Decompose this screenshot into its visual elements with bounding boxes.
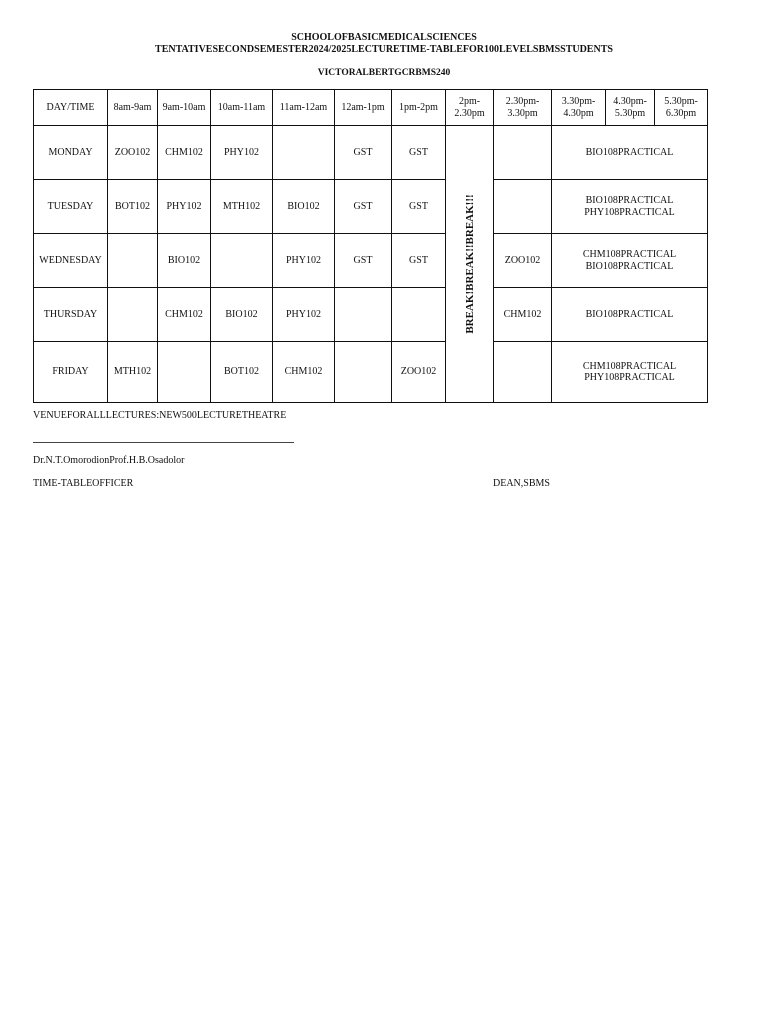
- table-row: [34, 180, 708, 234]
- course-cell: PHY102: [158, 180, 211, 234]
- day-cell: FRIDAY: [34, 342, 108, 403]
- signature-line: [33, 442, 294, 443]
- header-cell: 1pm-2pm: [392, 90, 446, 126]
- course-cell: [273, 126, 335, 180]
- practical-cell: BIO108PRACTICAL PHY108PRACTICAL: [552, 180, 708, 234]
- venue-note: VENUEFORALLLECTURES:NEW500LECTURETHEATRE: [33, 410, 287, 421]
- course-cell: [158, 342, 211, 403]
- course-cell: [494, 126, 552, 180]
- course-cell: [494, 342, 552, 403]
- course-cell: [335, 288, 392, 342]
- day-cell: WEDNESDAY: [34, 234, 108, 288]
- course-cell: CHM102: [158, 126, 211, 180]
- course-cell: PHY102: [273, 288, 335, 342]
- course-cell: CHM102: [158, 288, 211, 342]
- table-row: [34, 126, 708, 180]
- signatory-names: Dr.N.T.OmorodionProf.H.B.Osadolor: [33, 455, 185, 466]
- day-cell: MONDAY: [34, 126, 108, 180]
- course-cell: [108, 234, 158, 288]
- timetable: [33, 89, 708, 403]
- practical-cell: BIO108PRACTICAL: [552, 126, 708, 180]
- officer-title: TIME-TABLEOFFICER: [33, 478, 134, 489]
- course-cell: [335, 342, 392, 403]
- course-cell: [392, 288, 446, 342]
- course-cell: GST: [335, 126, 392, 180]
- course-cell: GST: [335, 180, 392, 234]
- practical-cell: BIO108PRACTICAL: [552, 288, 708, 342]
- header-cell: 2.30pm- 3.30pm: [494, 90, 552, 126]
- course-cell: BIO102: [158, 234, 211, 288]
- course-cell: CHM102: [494, 288, 552, 342]
- practical-cell: CHM108PRACTICAL BIO108PRACTICAL: [552, 234, 708, 288]
- day-cell: THURSDAY: [34, 288, 108, 342]
- day-cell: TUESDAY: [34, 180, 108, 234]
- course-cell: GST: [392, 234, 446, 288]
- header-cell: DAY/TIME: [34, 90, 108, 126]
- course-cell: GST: [392, 180, 446, 234]
- header-cell: 10am-11am: [211, 90, 273, 126]
- break-label: BREAK!BREAK!!BREAK!!!: [463, 194, 476, 334]
- header-row: [34, 90, 708, 126]
- course-cell: BOT102: [108, 180, 158, 234]
- course-cell: BIO102: [273, 180, 335, 234]
- course-cell: [211, 234, 273, 288]
- course-cell: ZOO102: [392, 342, 446, 403]
- break-cell: [446, 126, 494, 403]
- table-row: [34, 234, 708, 288]
- practical-cell: CHM108PRACTICAL PHY108PRACTICAL: [552, 342, 708, 403]
- course-cell: [494, 180, 552, 234]
- author-line: VICTORALBERTGCRBMS240: [317, 68, 451, 78]
- course-cell: ZOO102: [108, 126, 158, 180]
- course-cell: PHY102: [273, 234, 335, 288]
- header-cell: 8am-9am: [108, 90, 158, 126]
- table-row: [34, 342, 708, 403]
- course-cell: [108, 288, 158, 342]
- course-cell: MTH102: [211, 180, 273, 234]
- course-cell: BOT102: [211, 342, 273, 403]
- header-cell: 9am-10am: [158, 90, 211, 126]
- school-title: SCHOOLOFBASICMEDICALSCIENCES: [291, 32, 477, 43]
- course-cell: CHM102: [273, 342, 335, 403]
- header-cell: 12am-1pm: [335, 90, 392, 126]
- course-cell: MTH102: [108, 342, 158, 403]
- course-cell: GST: [392, 126, 446, 180]
- timetable-title: TENTATIVESECONDSEMESTER2024/2025LECTURETIME-TABLEFOR100LEVELSBMSSTUDENTS: [155, 44, 613, 55]
- course-cell: ZOO102: [494, 234, 552, 288]
- header-cell: 2pm- 2.30pm: [446, 90, 494, 126]
- header-cell: 5.30pm- 6.30pm: [655, 90, 708, 126]
- header-cell: 11am-12am: [273, 90, 335, 126]
- course-cell: GST: [335, 234, 392, 288]
- table-row: [34, 288, 708, 342]
- dean-title: DEAN,SBMS: [493, 478, 550, 489]
- header-cell: 3.30pm- 4.30pm: [552, 90, 606, 126]
- course-cell: PHY102: [211, 126, 273, 180]
- course-cell: BIO102: [211, 288, 273, 342]
- header-cell: 4.30pm- 5.30pm: [606, 90, 655, 126]
